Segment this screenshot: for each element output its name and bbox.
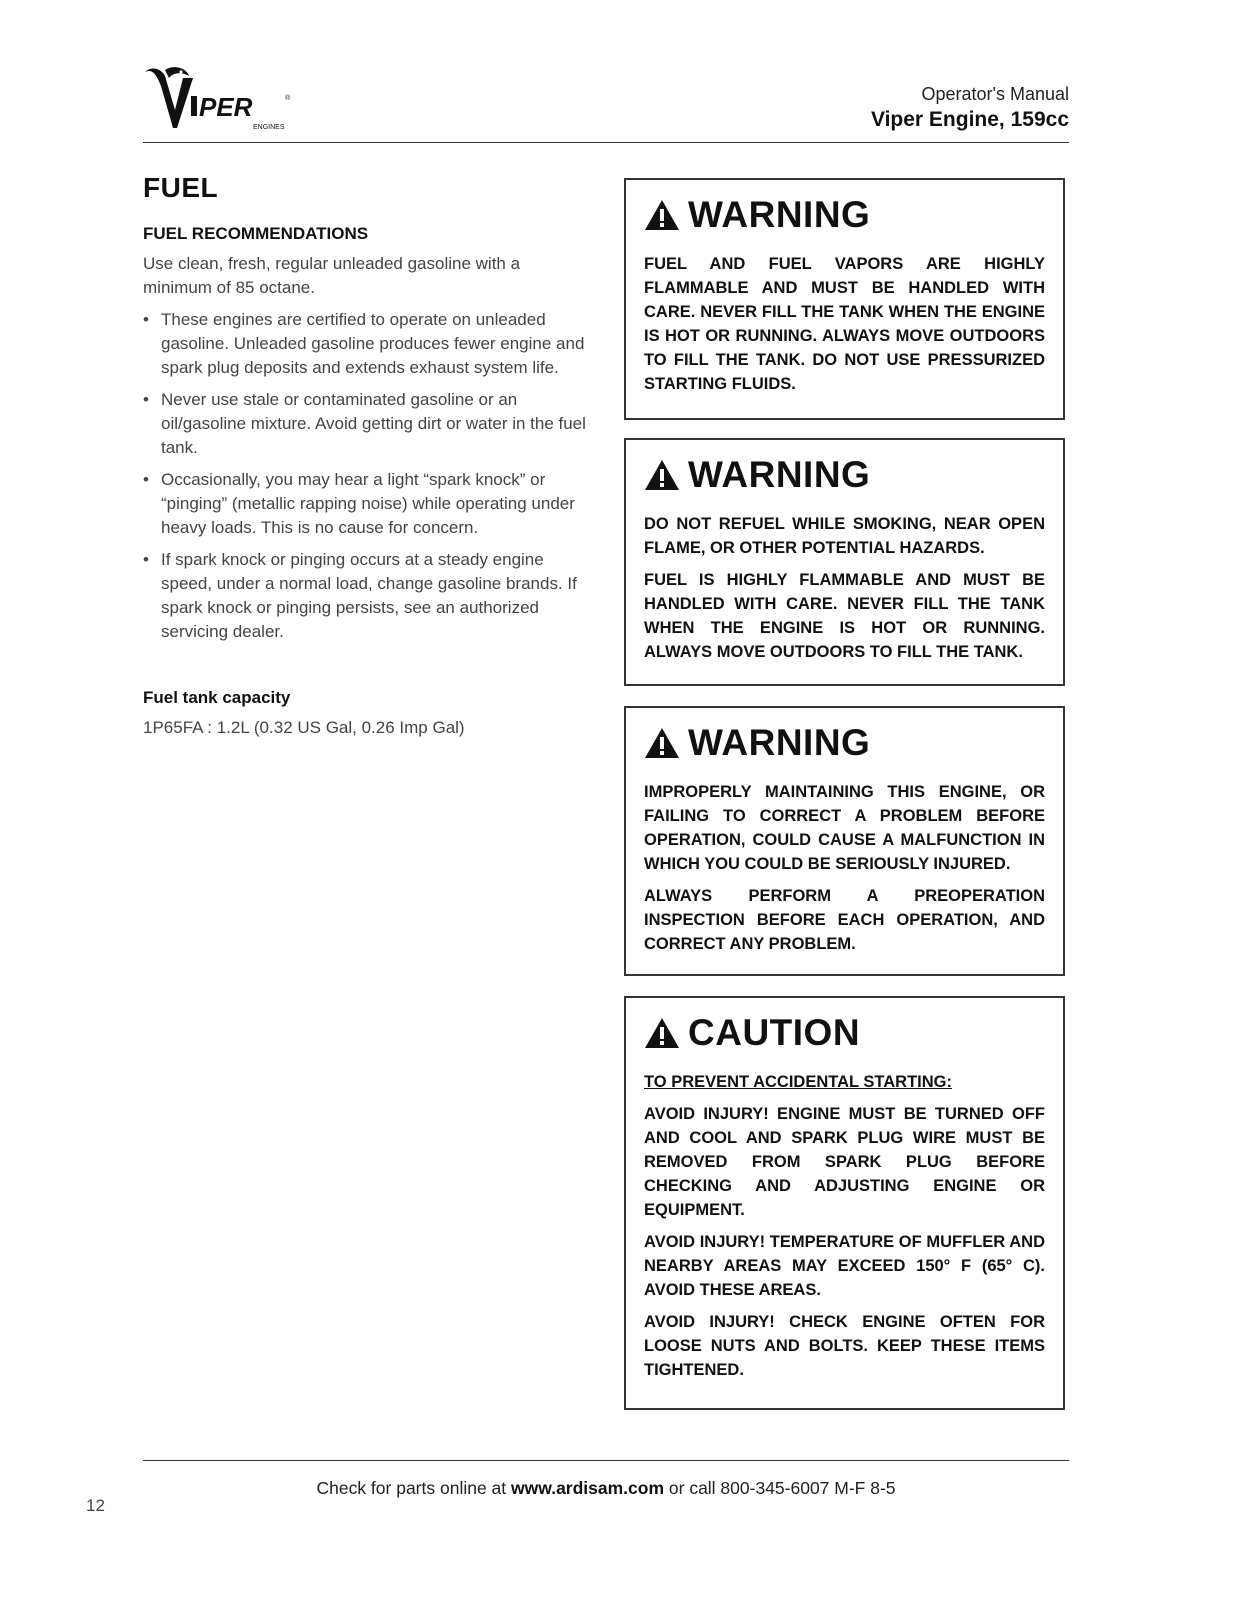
- box-heading: [644, 1012, 1045, 1054]
- footer-text: Check for parts online at www.ardisam.com or call 800-345-6007 M-F 8-5: [316, 1478, 896, 1498]
- svg-text:ENGINES: ENGINES: [253, 124, 285, 131]
- capacity-value: 1P65FA : 1.2L (0.32 US Gal, 0.26 Imp Gal): [143, 718, 465, 737]
- svg-text:PER: PER: [199, 92, 253, 122]
- fuel-section: [143, 172, 593, 740]
- box-paragraph: DO NOT REFUEL WHILE SMOKING, NEAR OPEN FLAME, OR OTHER POTENTIAL HAZARDS.: [644, 515, 1045, 557]
- warning-triangle-icon: [644, 727, 680, 759]
- footer-link[interactable]: www.ardisam.com: [511, 1478, 665, 1498]
- box-paragraph: ALWAYS PERFORM A PREOPERATION INSPECTION BEFORE EACH OPERATION, AND CORRECT ANY PROBLEM.: [644, 887, 1045, 953]
- intro-text: Use clean, fresh, regular unleaded gasoline with a minimum of 85 octane.: [143, 254, 521, 297]
- box-heading: [644, 194, 1045, 236]
- svg-text:®: ®: [285, 95, 291, 102]
- list-item: • If spark knock or pinging occurs at a steady engine speed, under a normal load, change gasoline brands. If spark knock or pinging persists, see an authorized servicing dealer.: [143, 550, 577, 641]
- box-paragraph: IMPROPERLY MAINTAINING THIS ENGINE, OR FAILING TO CORRECT A PROBLEM BEFORE OPERATION, COULD CAUSE A MALFUNCTION IN WHICH YOU COULD BE SERIOUSLY INJURED.: [644, 783, 1045, 873]
- box-paragraph: AVOID INJURY! TEMPERATURE OF MUFFLER AND NEARBY AREAS MAY EXCEED 150° F (65° C). AVOID THESE AREAS.: [644, 1233, 1045, 1299]
- warning-box-maintenance: [624, 706, 1065, 976]
- box-heading-label: CAUTION: [688, 1012, 861, 1053]
- warning-box-refuel: [624, 438, 1065, 686]
- box-paragraph: FUEL IS HIGHLY FLAMMABLE AND MUST BE HANDLED WITH CARE. NEVER FILL THE TANK WHEN THE ENGINE IS HOT OR RUNNING. ALWAYS MOVE OUTDOORS TO FILL THE TANK.: [644, 571, 1045, 661]
- list-item: • These engines are certified to operate on unleaded gasoline. Unleaded gasoline produces fewer engine and spark plug deposits and extends exhaust system life.: [143, 310, 585, 377]
- box-heading-label: WARNING: [688, 454, 871, 495]
- header-subtitle: Operator's Manual: [921, 84, 1069, 104]
- list-item-text: These engines are certified to operate on unleaded gasoline. Unleaded gasoline produces fewer engine and spark plug deposits and extends exhaust system life.: [161, 310, 585, 377]
- list-item-text: Never use stale or contaminated gasoline or an oil/gasoline mixture. Avoid getting dirt or water in the fuel tank.: [161, 390, 586, 457]
- list-item: • Occasionally, you may hear a light “spark knock” or “pinging” (metallic rapping noise) while operating under heavy loads. This is no cause for concern.: [143, 470, 575, 537]
- warning-triangle-icon: [644, 1017, 680, 1049]
- list-item-text: If spark knock or pinging occurs at a steady engine speed, under a normal load, change gasoline brands. If spark knock or pinging persists, see an authorized servicing dealer.: [161, 550, 577, 641]
- header-title: Viper Engine, 159cc: [870, 108, 1069, 131]
- box-heading-label: WARNING: [688, 194, 871, 235]
- capacity-title: Fuel tank capacity: [143, 688, 291, 707]
- caution-box-accidental-starting: [624, 996, 1065, 1410]
- box-paragraph: AVOID INJURY! ENGINE MUST BE TURNED OFF AND COOL AND SPARK PLUG WIRE MUST BE REMOVED FROM SPARK PLUG BEFORE CHECKING AND ADJUSTING ENGINE OR EQUIPMENT.: [644, 1105, 1045, 1219]
- box-subheading: TO PREVENT ACCIDENTAL STARTING:: [644, 1073, 953, 1091]
- bullet-list: [143, 308, 593, 644]
- header-divider: [143, 142, 1069, 143]
- warning-box-fuel-vapors: [624, 178, 1065, 420]
- warning-triangle-icon: [644, 199, 680, 231]
- box-heading: [644, 454, 1045, 496]
- list-item-text: Occasionally, you may hear a light “spark knock” or “pinging” (metallic rapping noise) while operating under heavy loads. This is no cause for concern.: [161, 470, 575, 537]
- box-paragraph: FUEL AND FUEL VAPORS ARE HIGHLY FLAMMABLE AND MUST BE HANDLED WITH CARE. NEVER FILL THE TANK WHEN THE ENGINE IS HOT OR RUNNING. ALWAYS MOVE OUTDOORS TO FILL THE TANK. DO NOT USE PRESSURIZED STARTING FLUIDS.: [644, 255, 1045, 393]
- footer-divider: [143, 1460, 1069, 1461]
- page-number: 12: [86, 1496, 105, 1515]
- section-title: FUEL: [143, 172, 219, 203]
- viper-logo: [143, 66, 298, 138]
- box-paragraph: AVOID INJURY! CHECK ENGINE OFTEN FOR LOOSE NUTS AND BOLTS. KEEP THESE ITEMS TIGHTENED.: [644, 1313, 1045, 1379]
- list-item: • Never use stale or contaminated gasoline or an oil/gasoline mixture. Avoid getting dirt or water in the fuel tank.: [143, 390, 586, 457]
- box-heading-label: WARNING: [688, 722, 871, 763]
- box-heading: [644, 722, 1045, 764]
- warning-triangle-icon: [644, 459, 680, 491]
- subsection-title: FUEL RECOMMENDATIONS: [143, 224, 369, 243]
